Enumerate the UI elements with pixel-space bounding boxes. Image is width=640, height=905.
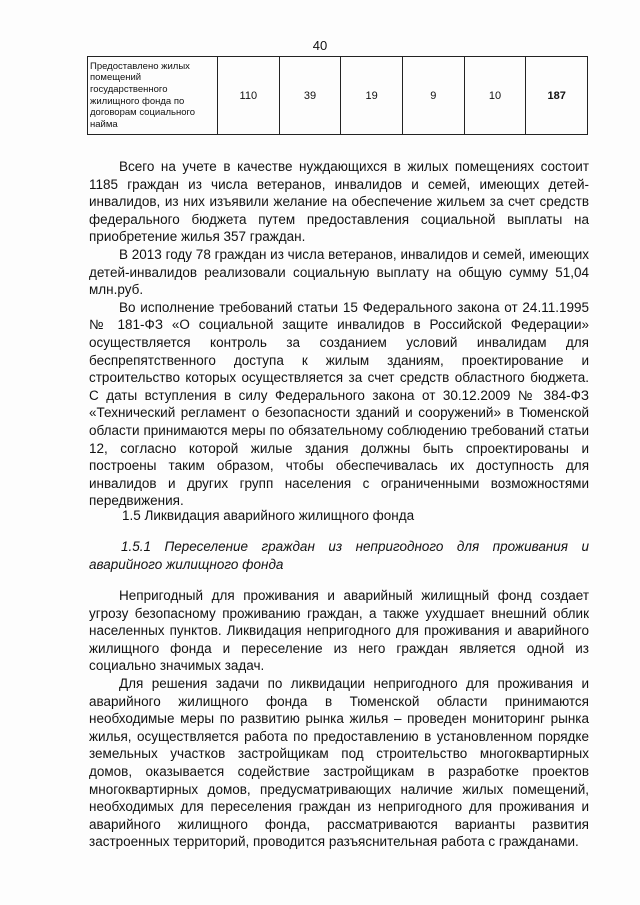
table-cell: 110 <box>218 57 280 135</box>
paragraph: Для решения задачи по ликвидации непригодного для проживания и аварийного жилищного фонда в Тюменской области принимаются необходимые меры по развитию рынка жилья – проведен мониторинг рынка жилья, осуществляется работа по предоставлению в установленном порядке земельных участков застройщикам под строительство многоквартирных домов, оказывается содействие застройщикам в разработке проектов многоквартирных домов, предусматривающих наличие жилых помещений, необходимых для переселения граждан из непригодного для проживания и аварийного жилищного фонда, рассматриваются варианты развития застроенных территорий, проводится разъяснительная работа с гражданами. <box>89 675 589 850</box>
paragraph: Во исполнение требований статьи 15 Федерального закона от 24.11.1995 № 181-ФЗ «О социальной защите инвалидов в Российской Федерации» осуществляется контроль за созданием условий инвалидам для беспрепятственного доступа к жилым зданиям, проектирование и строительство которых осуществляется за счет средств областного бюджета. С даты вступления в силу Федерального закона от 30.12.2009 № 384-ФЗ «Технический регламент о безопасности зданий и сооружений» в Тюменской области принимаются меры по обязательному соблюдению требований статьи 12, согласно которой жилые здания должны быть спроектированы и построены таким образом, чтобы обеспечивалась их доступность для инвалидов и других групп населения с ограниченными возможностями передвижения. <box>89 299 589 509</box>
housing-table <box>87 56 588 135</box>
body-text-bottom <box>89 587 589 851</box>
table-row-label: Предоставлено жилых помещений государственного жилищного фонда по договорам социального найма <box>88 57 218 135</box>
paragraph: Непригодный для проживания и аварийный жилищный фонд создает угрозу безопасному проживанию граждан, а также ухудшает внешний облик населенных пунктов. Ликвидация непригодного для проживания и аварийного жилищного фонда и переселение из него граждан является одной из социально значимых задач. <box>89 588 589 674</box>
paragraph: Всего на учете в качестве нуждающихся в жилых помещениях состоит 1185 граждан из числа ветеранов, инвалидов и семей, имеющих детей-инвалидов, из них изъявили желание на обеспечение жильем за счет средств федерального бюджета путем предоставления социальной выплаты на приобретение жилья 357 граждан. <box>89 159 589 245</box>
section-heading: 1.5 Ликвидация аварийного жилищного фонда <box>122 508 415 523</box>
table-cell: 9 <box>402 57 464 135</box>
table-cell: 10 <box>464 57 526 135</box>
table-row <box>88 57 588 135</box>
page-number: 40 <box>312 38 328 53</box>
paragraph: В 2013 году 78 граждан из числа ветеранов, инвалидов и семей, имеющих детей-инвалидов реализовали социальную выплату на общую сумму 51,04 млн.руб. <box>89 246 589 298</box>
table-cell: 19 <box>341 57 403 135</box>
table-cell-total: 187 <box>526 57 588 135</box>
table-cell: 39 <box>279 57 341 135</box>
subsection-heading: 1.5.1 Переселение граждан из непригодного для проживания и аварийного жилищного фонда <box>89 539 589 572</box>
body-text-top <box>89 158 589 510</box>
